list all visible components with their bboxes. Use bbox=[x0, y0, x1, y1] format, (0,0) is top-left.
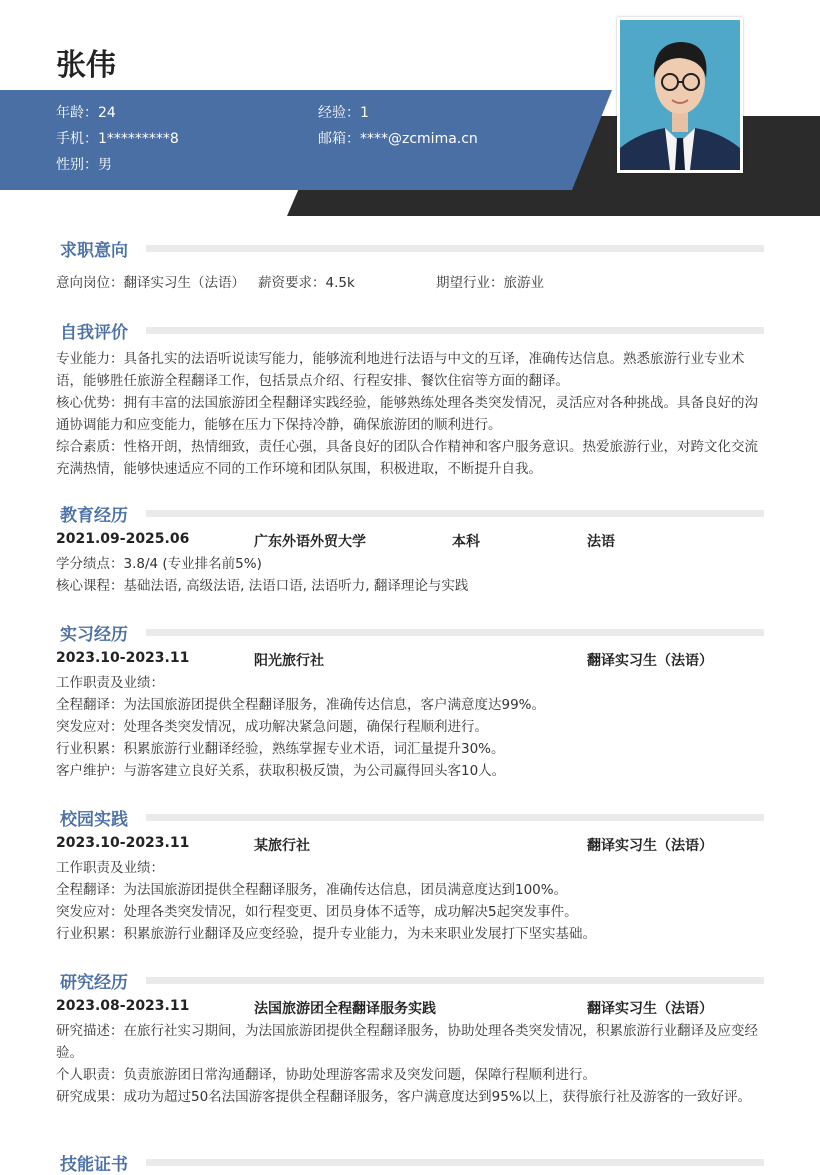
section-skills bbox=[56, 1150, 764, 1174]
section-research bbox=[56, 968, 764, 1108]
section-title: 校园实践 bbox=[60, 810, 128, 830]
job-position: 意向岗位：翻译实习生（法语） bbox=[56, 275, 245, 291]
self-eval-paragraph: 专业能力：具备扎实的法语听说读写能力，能够流利地进行法语与中文的互译，准确传达信息。熟悉旅游行业专业术语，能够胜任旅游全程翻译工作，包括景点介绍、行程安排、餐饮住宿等方面的翻译。 bbox=[56, 351, 745, 389]
self-eval-paragraph: 核心优势：拥有丰富的法国旅游团全程翻译实践经验，能够熟练处理各类突发情况，灵活应对各种挑战。具备良好的沟通协调能力和应变能力，能够在压力下保持冷静，确保旅游团的顺利进行。 bbox=[56, 395, 758, 433]
campus-period: 2023.10-2023.11 bbox=[56, 835, 190, 851]
campus-detail: 突发应对：处理各类突发情况，如行程变更、团员身体不适等，成功解决5起突发事件。 bbox=[56, 904, 578, 920]
section-job-intent bbox=[56, 236, 764, 294]
section-title: 求职意向 bbox=[60, 241, 128, 261]
intern-period: 2023.10-2023.11 bbox=[56, 650, 190, 666]
self-eval-paragraph: 综合素质：性格开朗，热情细致，责任心强，具备良好的团队合作精神和客户服务意识。热爱旅游行业，对跨文化交流充满热情，能够快速适应不同的工作环境和团队氛围，积极进取，不断提升自我。 bbox=[56, 439, 758, 477]
info-gender: 性别：男 bbox=[56, 157, 112, 173]
section-education bbox=[56, 501, 764, 597]
research-detail: 个人职责：负责旅游团日常沟通翻译，协助处理游客需求及突发问题，保障行程顺利进行。 bbox=[56, 1067, 596, 1083]
section-divider bbox=[146, 510, 764, 517]
intern-detail: 客户维护：与游客建立良好关系，获取积极反馈，为公司赢得回头客10人。 bbox=[56, 763, 506, 779]
section-divider bbox=[146, 814, 764, 821]
info-age: 年龄：24 bbox=[56, 105, 116, 121]
section-self-evaluation bbox=[56, 318, 764, 480]
info-experience: 经验：1 bbox=[318, 105, 369, 121]
research-detail: 研究描述：在旅行社实习期间，为法国旅游团提供全程翻译服务，协助处理各类突发情况，积累旅游行业翻译及应变经验。 bbox=[56, 1023, 758, 1061]
research-project: 法国旅游团全程翻译服务实践 bbox=[254, 1001, 436, 1017]
section-title: 自我评价 bbox=[60, 323, 128, 343]
section-title: 实习经历 bbox=[60, 625, 128, 645]
section-campus-practice bbox=[56, 805, 764, 945]
edu-period: 2021.09-2025.06 bbox=[56, 531, 190, 547]
section-divider bbox=[146, 977, 764, 984]
intern-role: 翻译实习生（法语） bbox=[587, 653, 713, 669]
intern-company: 阳光旅行社 bbox=[254, 653, 324, 669]
edu-degree: 本科 bbox=[452, 534, 480, 550]
avatar-photo bbox=[617, 17, 743, 173]
section-divider bbox=[146, 245, 764, 252]
campus-detail: 全程翻译：为法国旅游团提供全程翻译服务，准确传达信息，团员满意度达到100%。 bbox=[56, 882, 568, 898]
research-period: 2023.08-2023.11 bbox=[56, 998, 190, 1014]
section-divider bbox=[146, 327, 764, 334]
intern-detail: 行业积累：积累旅游行业翻译经验，熟练掌握专业术语，词汇量提升30%。 bbox=[56, 741, 505, 757]
info-phone: 手机：1*********8 bbox=[56, 131, 179, 147]
section-internship bbox=[56, 620, 764, 782]
section-title: 技能证书 bbox=[60, 1155, 128, 1175]
job-salary: 薪资要求：4.5k bbox=[258, 275, 355, 291]
intern-detail: 全程翻译：为法国旅游团提供全程翻译服务，准确传达信息，客户满意度达99%。 bbox=[56, 697, 546, 713]
campus-detail: 行业积累：积累旅游行业翻译及应变经验，提升专业能力，为未来职业发展打下坚实基础。 bbox=[56, 926, 596, 942]
section-divider bbox=[146, 1159, 764, 1166]
edu-detail: 学分绩点：3.8/4 (专业排名前5%) bbox=[56, 556, 262, 572]
section-divider bbox=[146, 629, 764, 636]
campus-role: 翻译实习生（法语） bbox=[587, 838, 713, 854]
info-email: 邮箱：****@zcmima.cn bbox=[318, 131, 478, 147]
campus-detail: 工作职责及业绩： bbox=[56, 860, 164, 876]
intern-detail: 突发应对：处理各类突发情况，成功解决紧急问题，确保行程顺利进行。 bbox=[56, 719, 488, 735]
research-role: 翻译实习生（法语） bbox=[587, 1001, 713, 1017]
campus-company: 某旅行社 bbox=[254, 838, 310, 854]
section-title: 研究经历 bbox=[60, 973, 128, 993]
candidate-name: 张伟 bbox=[56, 48, 116, 83]
section-title: 教育经历 bbox=[60, 506, 128, 526]
edu-detail: 核心课程：基础法语, 高级法语, 法语口语, 法语听力, 翻译理论与实践 bbox=[56, 578, 469, 594]
intern-detail: 工作职责及业绩： bbox=[56, 675, 164, 691]
job-industry: 期望行业：旅游业 bbox=[436, 275, 544, 291]
edu-school: 广东外语外贸大学 bbox=[254, 534, 366, 550]
edu-major: 法语 bbox=[587, 534, 615, 550]
research-detail: 研究成果：成功为超过50名法国游客提供全程翻译服务，客户满意度达到95%以上，获得旅行社及游客的一致好评。 bbox=[56, 1089, 752, 1105]
